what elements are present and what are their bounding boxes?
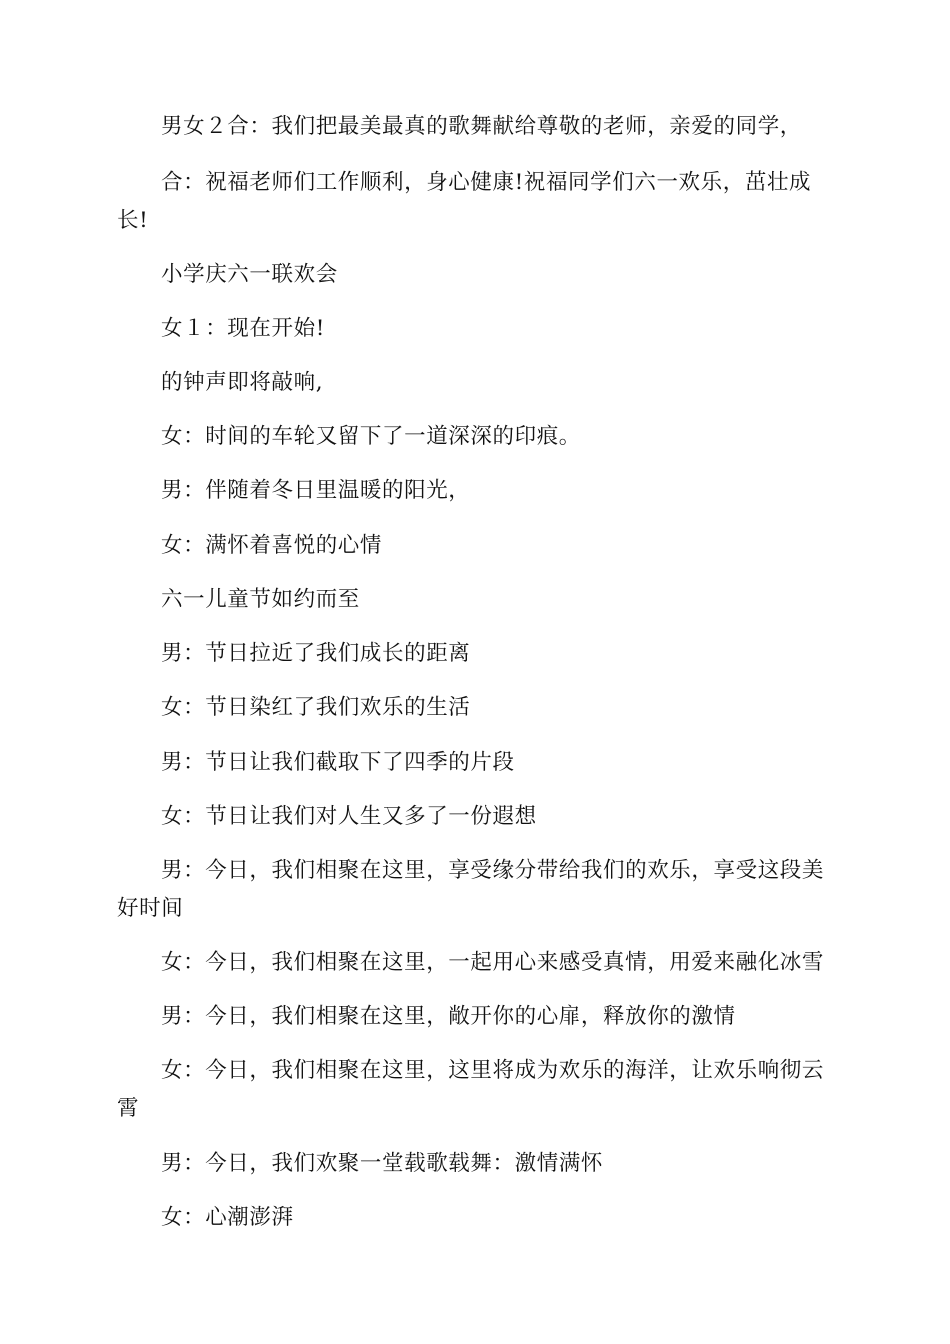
paragraph-2: 合：祝福老师们工作顺利，身心健康!祝福同学们六一欢乐，茁壮成长! bbox=[117, 170, 812, 233]
paragraph-5: 的钟声即将敲响, bbox=[161, 370, 324, 395]
paragraph-9: 六一儿童节如约而至 bbox=[161, 587, 360, 612]
paragraph-7: 男：伴随着冬日里温暖的阳光， bbox=[161, 478, 471, 503]
paragraph-6: 女：时间的车轮又留下了一道深深的印痕。 bbox=[161, 424, 581, 449]
paragraph-17: 女：今日，我们相聚在这里，这里将成为欢乐的海洋，让欢乐响彻云霄 bbox=[117, 1058, 825, 1121]
paragraph-14: 男：今日，我们相聚在这里，享受缘分带给我们的欢乐，享受这段美好时间 bbox=[117, 858, 825, 921]
paragraph-10: 男：节日拉近了我们成长的距离 bbox=[161, 641, 471, 666]
paragraph-4: 女１：现在开始! bbox=[161, 316, 325, 341]
paragraph-19: 女：心潮澎湃 bbox=[161, 1205, 294, 1230]
paragraph-16: 男：今日，我们相聚在这里，敞开你的心扉，释放你的激情 bbox=[161, 1004, 736, 1029]
paragraph-8: 女：满怀着喜悦的心情 bbox=[161, 533, 383, 558]
paragraph-11: 女：节日染红了我们欢乐的生活 bbox=[161, 695, 471, 720]
paragraph-12: 男：节日让我们截取下了四季的片段 bbox=[161, 750, 515, 775]
paragraph-15: 女：今日，我们相聚在这里，一起用心来感受真情，用爱来融化冰雪 bbox=[161, 950, 825, 975]
paragraph-1: 男女２合：我们把最美最真的歌舞献给尊敬的老师，亲爱的同学， bbox=[161, 114, 802, 139]
paragraph-3: 小学庆六一联欢会 bbox=[161, 262, 338, 287]
paragraph-18: 男：今日，我们欢聚一堂载歌载舞：激情满怀 bbox=[161, 1151, 604, 1176]
paragraph-13: 女：节日让我们对人生又多了一份遐想 bbox=[161, 804, 537, 829]
